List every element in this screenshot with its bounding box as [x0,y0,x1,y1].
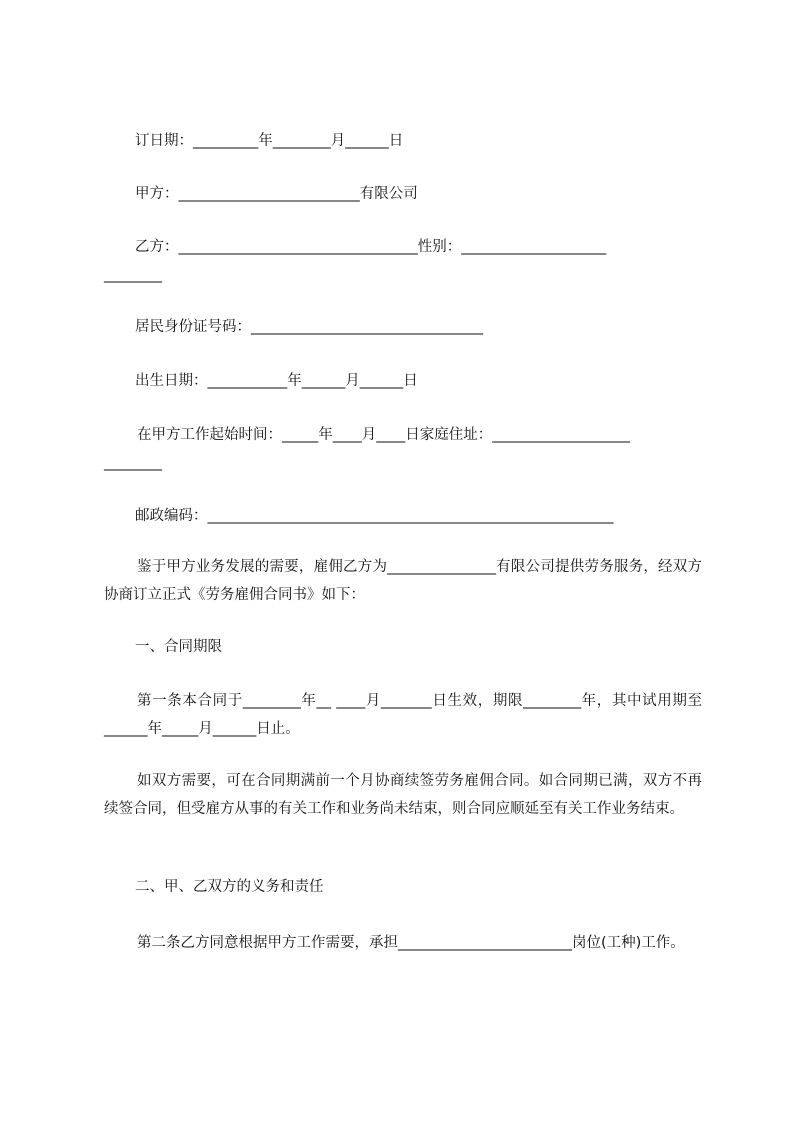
party-b-line: 乙方：_________________________________性别：____________________ [135,239,607,255]
article-1-paragraph: 第一条本合同于________年__ ____月_______日生效，期限________年，其中试用期至______年_____月______日止。 [104,693,702,737]
address-line-continued: ________ [104,455,162,471]
postal-code-line: 邮政编码：________________________________________________________ [135,508,614,524]
article-2-paragraph: 第二条乙方同意根据甲方工作需要，承担________________________岗位(工种)工作。 [137,935,685,951]
work-start-address-line: 在甲方工作起始时间：_____年____月____日家庭住址：___________________ [137,427,630,443]
party-b-line-continued: ________ [104,267,162,283]
sign-date-line: 订日期：_________年________月______日 [135,133,404,149]
party-a-line: 甲方：_________________________有限公司 [135,186,418,202]
intro-paragraph: 鉴于甲方业务发展的需要，雇佣乙方为_______________有限公司提供劳务服务，经双方协商订立正式《劳务雇佣合同书》如下： [104,559,702,603]
section-1-title: 一、合同期限 [135,639,222,655]
birth-date-line: 出生日期：___________年______月______日 [135,373,418,389]
section-2-title: 二、甲、乙双方的义务和责任 [135,879,324,895]
id-number-line: 居民身份证号码：________________________________ [135,319,483,335]
renewal-paragraph: 如双方需要，可在合同期满前一个月协商续签劳务雇佣合同。如合同期已满，双方不再续签合同，但受雇方从事的有关工作和业务尚未结束，则合同应顺延至有关工作业务结束。 [104,773,702,817]
